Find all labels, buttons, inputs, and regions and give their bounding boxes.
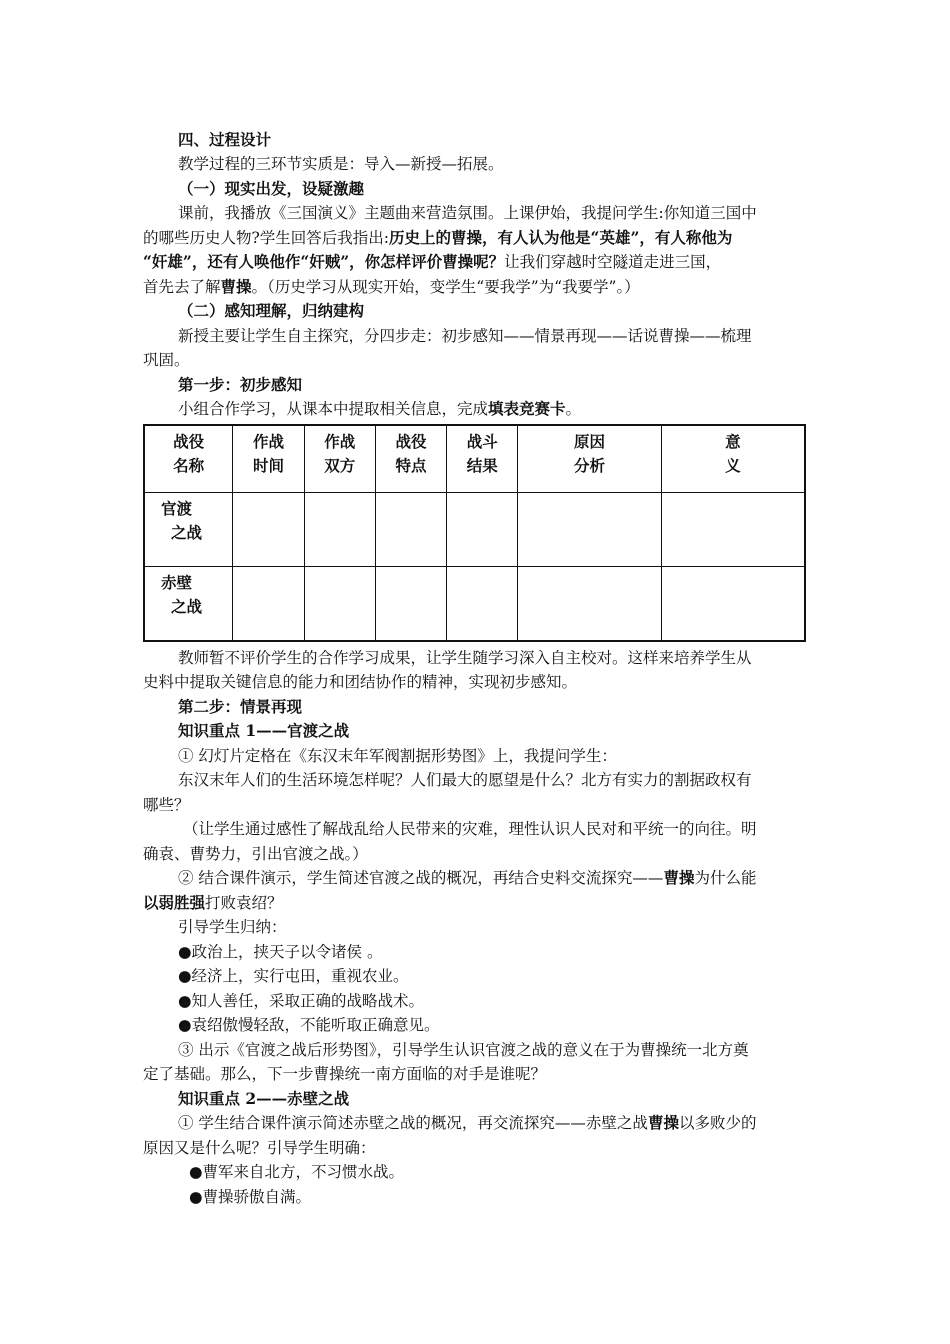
header-cell: 作战 时间 [233, 425, 304, 493]
subsection-heading: （二）感知理解，归纳建构 [178, 301, 365, 320]
paragraph-line: 以弱胜强打败袁绍？ [143, 893, 283, 912]
bullet-item: ●曹操骄傲自满。 [189, 1188, 312, 1206]
header-cell: 原因 分析 [518, 425, 661, 493]
bullet-item: ●曹军来自北方，不习惯水战。 [189, 1163, 405, 1181]
paragraph-line: 教学过程的三环节实质是：导入—新授—拓展。 [178, 155, 504, 173]
header-cell: 作战 双方 [304, 425, 375, 493]
bullet-item: ●袁绍傲慢轻敌，不能听取正确意见。 [178, 1016, 440, 1034]
blank-cell [518, 567, 661, 642]
row-label-cell: 官渡 之战 [144, 493, 233, 567]
paragraph-line: 首先去了解曹操。（历史学习从现实开始，变学生“要我学”为“我要学”。） [143, 277, 640, 296]
bullet-item: ●政治上，挟天子以令诸侯 。 [178, 943, 383, 961]
competition-table [143, 424, 806, 642]
section-heading: 四、过程设计 [178, 131, 272, 149]
paragraph-line: 史料中提取关键信息的能力和团结协作的精神，实现初步感知。 [143, 673, 578, 691]
table-row [144, 493, 805, 567]
bullet-item: ●经济上，实行屯田，重视农业。 [178, 967, 409, 985]
paragraph-line: ① 幻灯片定格在《东汉末年军阀割据形势图》上，我提问学生： [178, 747, 617, 765]
paragraph-line: ③ 出示《官渡之战后形势图》，引导学生认识官渡之战的意义在于为曹操统一北方奠 [178, 1041, 749, 1059]
blank-cell [447, 493, 518, 567]
paragraph-line: 哪些？ [143, 796, 190, 814]
paragraph-line: 课前，我播放《三国演义》主题曲来营造氛围。上课伊始，我提问学生:你知道三国中 [178, 204, 757, 222]
blank-cell [661, 493, 805, 567]
header-cell: 战役 名称 [144, 425, 233, 493]
paragraph-line: 确袁、曹势力，引出官渡之战。） [143, 845, 368, 863]
blank-cell [233, 567, 304, 642]
step-heading: 第一步：初步感知 [178, 375, 303, 394]
blank-cell [447, 567, 518, 642]
subsection-heading: （一）现实出发，设疑激趣 [178, 179, 365, 198]
paragraph-line: 东汉末年人们的生活环境怎样呢？人们最大的愿望是什么？北方有实力的割据政权有 [178, 771, 752, 789]
bullet-item: ●知人善任，采取正确的战略战术。 [178, 992, 425, 1010]
paragraph-line: 巩固。 [143, 351, 190, 369]
header-cell: 战役 特点 [375, 425, 446, 493]
blank-cell [661, 567, 805, 642]
step-heading: 第二步：情景再现 [178, 697, 303, 716]
paragraph-line: 教师暂不评价学生的合作学习成果，让学生随学习深入自主校对。这样来培养学生从 [178, 649, 752, 667]
paragraph-line: 小组合作学习，从课本中提取相关信息，完成填表竞赛卡。 [178, 399, 582, 418]
table-row [144, 567, 805, 642]
key-point-heading: 知识重点 1——官渡之战 [178, 721, 350, 740]
blank-cell [233, 493, 304, 567]
blank-cell [518, 493, 661, 567]
paragraph-line: 新授主要让学生自主探究，分四步走：初步感知——情景再现——话说曹操——梳理 [178, 327, 752, 345]
key-point-heading: 知识重点 2——赤壁之战 [178, 1089, 350, 1108]
paragraph-line: （让学生通过感性了解战乱给人民带来的灾难，理性认识人民对和平统一的向往。明 [183, 820, 757, 838]
blank-cell [375, 493, 446, 567]
paragraph-line: ① 学生结合课件演示简述赤壁之战的概况，再交流探究——赤壁之战曹操以多败少的 [178, 1113, 757, 1132]
header-cell: 意 义 [661, 425, 805, 493]
paragraph-line: 定了基础。那么，下一步曹操统一南方面临的对手是谁呢？ [143, 1065, 547, 1083]
blank-cell [304, 567, 375, 642]
blank-cell [375, 567, 446, 642]
paragraph-line: “奸雄”，还有人唤他作“奸贼”，你怎样评价曹操呢？让我们穿越时空隧道走进三国， [143, 252, 722, 271]
header-cell: 战斗 结果 [447, 425, 518, 493]
paragraph-line: 原因又是什么呢？引导学生明确： [143, 1139, 376, 1157]
paragraph-line: ② 结合课件演示，学生简述官渡之战的概况，再结合史料交流探究——曹操为什么能 [178, 868, 757, 887]
row-label-cell: 赤壁 之战 [144, 567, 233, 642]
table-header-row [144, 425, 805, 493]
paragraph-line: 的哪些历史人物?学生回答后我指出:历史上的曹操，有人认为他是“英雄”，有人称他为 [143, 228, 733, 247]
blank-cell [304, 493, 375, 567]
paragraph-line: 引导学生归纳： [178, 918, 287, 936]
